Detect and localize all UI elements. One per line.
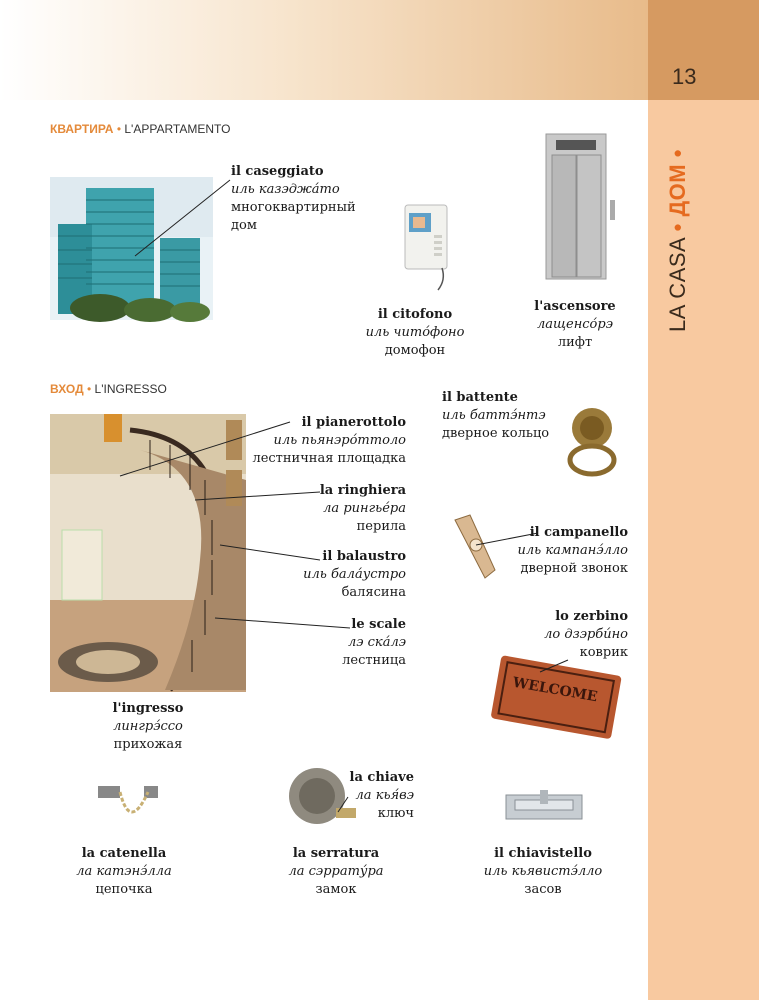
term-chiave: [330, 769, 414, 823]
chapter-title-sep-2: •: [665, 149, 690, 158]
section-ru: ВХОД: [50, 382, 84, 396]
term-word: il citofono: [377, 307, 453, 322]
term-zerbino: [520, 608, 628, 662]
term-translation: замок: [315, 882, 357, 897]
term-word: il caseggiato: [231, 164, 324, 179]
term-citofono: [360, 306, 470, 360]
term-scale: [280, 616, 406, 670]
term-word: il battente: [442, 390, 518, 405]
term-word: la chiave: [349, 770, 414, 785]
term-pronunciation: иль пьянэро́ттоло: [273, 433, 406, 448]
term-translation: лифт: [557, 335, 593, 350]
section-sep: •: [86, 382, 92, 396]
section-sep: •: [116, 122, 122, 136]
term-pronunciation: иль баттэ́нтэ: [442, 408, 546, 423]
doormat-text: WELCOME: [511, 674, 599, 706]
term-word: il balaustro: [322, 549, 406, 564]
term-pronunciation: ла рингье́ра: [323, 501, 406, 516]
section-it: L'INGRESSO: [94, 382, 167, 396]
door-knocker-image: [570, 408, 614, 474]
term-word: il chiavistello: [494, 846, 592, 861]
term-pronunciation: иль бала́устро: [303, 567, 406, 582]
term-pronunciation: лэ ска́лэ: [347, 635, 406, 650]
term-translation-2: дом: [231, 218, 257, 233]
term-catenella: [66, 845, 182, 899]
term-ascensore: [520, 298, 630, 352]
apartment-building-image: [50, 177, 213, 322]
chapter-title-russian: ДОМ: [665, 163, 690, 217]
term-campanello: [500, 524, 628, 578]
term-balaustro: [280, 548, 406, 602]
term-battente: [442, 389, 549, 443]
term-translation: домофон: [384, 343, 446, 358]
door-chain-image: [98, 786, 158, 812]
term-word: il pianerottolo: [301, 415, 406, 430]
term-serratura: [276, 845, 396, 899]
term-pronunciation: лащенсо́рэ: [536, 317, 613, 332]
staircase-image: [50, 414, 246, 692]
term-translation: многоквартирный: [231, 200, 356, 215]
term-pronunciation: иль кьявистэ́лло: [483, 864, 603, 879]
term-word: la serratura: [292, 846, 380, 861]
term-translation: балясина: [341, 585, 406, 600]
page-number: 13: [672, 64, 697, 89]
term-translation: дверное кольцо: [442, 426, 550, 441]
term-pronunciation: ла катэнэ́лла: [76, 864, 172, 879]
term-translation: цепочка: [95, 882, 153, 897]
section-it: L'APPARTAMENTO: [124, 122, 231, 136]
term-pronunciation: ла кья́вэ: [355, 788, 414, 803]
section-ru: КВАРТИРА: [50, 122, 114, 136]
chapter-title-sep: •: [665, 223, 690, 232]
term-translation: засов: [524, 882, 562, 897]
term-word: la catenella: [81, 846, 167, 861]
term-translation: лестничная площадка: [252, 451, 406, 466]
chapter-title-italian: LA CASA: [665, 237, 690, 332]
term-pronunciation: ла сэррату́ра: [288, 864, 384, 879]
term-word: l'ascensore: [534, 299, 616, 314]
term-ingresso: [90, 700, 206, 754]
term-word: le scale: [351, 617, 406, 632]
term-pronunciation: иль кампанэ́лло: [517, 543, 628, 558]
doorbell-image: [455, 515, 495, 578]
term-pronunciation: иль казэджа́то: [231, 182, 340, 197]
term-translation: дверной звонок: [520, 561, 628, 576]
term-caseggiato: [231, 163, 356, 235]
term-word: la ringhiera: [319, 483, 406, 498]
term-pianerottolo: [230, 414, 406, 468]
bolt-image: [506, 790, 582, 819]
elevator-image: [546, 134, 615, 279]
term-chiavistello: [476, 845, 610, 899]
term-pronunciation: ло дзэрби́но: [544, 627, 628, 642]
term-ringhiera: [280, 482, 406, 536]
term-word: il campanello: [529, 525, 628, 540]
term-translation: перила: [356, 519, 406, 534]
term-word: l'ingresso: [112, 701, 184, 716]
intercom-image: [405, 205, 447, 290]
term-translation: ключ: [377, 806, 414, 821]
term-translation: коврик: [579, 645, 628, 660]
term-translation: лестница: [342, 653, 406, 668]
term-pronunciation: иль чито́фоно: [365, 325, 465, 340]
term-translation: прихожая: [113, 737, 183, 752]
term-word: lo zerbino: [555, 609, 628, 624]
term-pronunciation: лингрэ́ссо: [113, 719, 183, 734]
